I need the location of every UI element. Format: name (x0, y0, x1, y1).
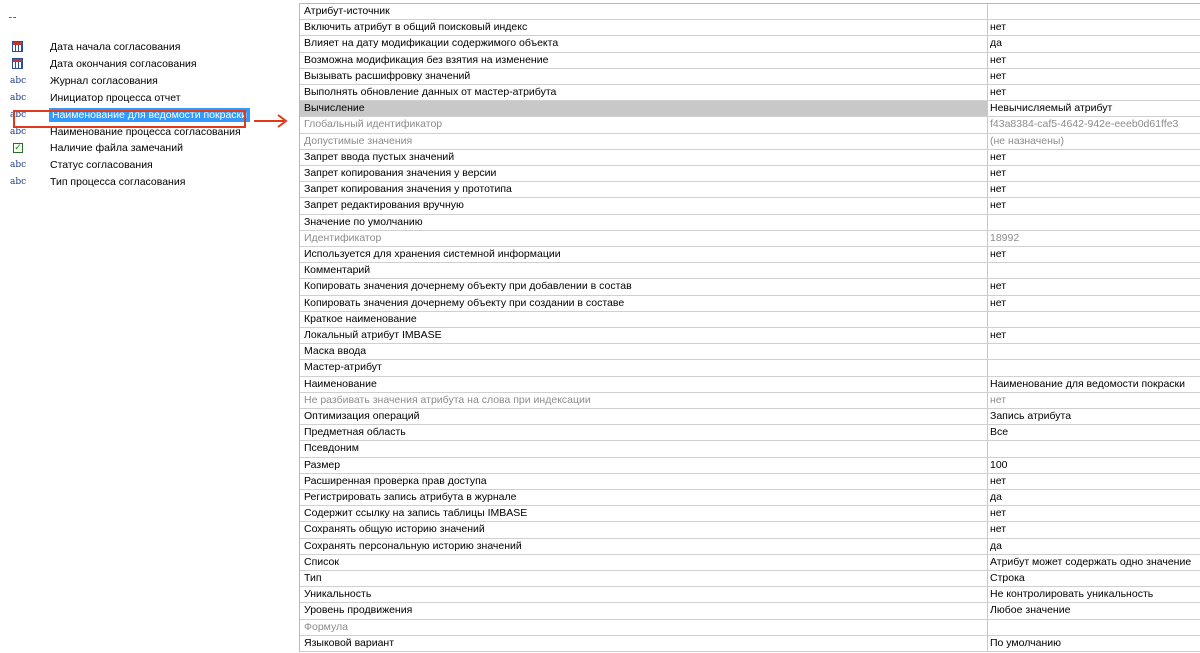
property-row[interactable] (300, 474, 1200, 490)
text-type-icon: abc (10, 160, 27, 170)
property-row[interactable] (300, 279, 1200, 295)
property-value[interactable]: По умолчанию (990, 636, 1062, 649)
property-name: Сохранять персональную историю значений (300, 539, 988, 554)
property-value (988, 620, 1200, 635)
property-name: Расширенная проверка прав доступа (300, 474, 988, 489)
property-value[interactable]: нет (990, 167, 1007, 179)
property-name: Глобальный идентификатор (300, 117, 988, 132)
text-type-icon: abc (10, 177, 27, 187)
property-row[interactable] (300, 182, 1200, 198)
property-name: Допустимые значения (300, 134, 988, 149)
property-row[interactable] (300, 215, 1200, 231)
property-name: Сохранять общую историю значений (300, 522, 988, 537)
property-row[interactable] (300, 198, 1200, 214)
property-row[interactable] (300, 393, 1200, 409)
property-name: Запрет копирования значения у прототипа (300, 182, 988, 197)
property-row[interactable] (300, 101, 1200, 117)
attribute-list-item[interactable] (10, 56, 260, 72)
property-row[interactable] (300, 263, 1200, 279)
property-row[interactable] (300, 247, 1200, 263)
text-type-icon: abc (10, 93, 27, 103)
attribute-list-item[interactable] (10, 157, 260, 173)
property-name: Выполнять обновление данных от мастер-атрибута (300, 85, 988, 100)
property-row[interactable] (300, 53, 1200, 69)
property-name: Идентификатор (300, 231, 988, 246)
property-name: Уровень продвижения (300, 603, 988, 618)
property-value[interactable]: нет (990, 280, 1007, 293)
attribute-list (0, 0, 260, 653)
checkbox-icon: ✓ (14, 143, 22, 153)
property-name: Вычисление (300, 101, 988, 116)
property-row[interactable] (300, 36, 1200, 52)
property-name: Вызывать расшифровку значений (300, 69, 988, 84)
property-row[interactable] (300, 344, 1200, 360)
property-value[interactable]: Наименование для ведомости покраски (990, 377, 1186, 390)
property-name: Маска ввода (300, 344, 988, 359)
property-value[interactable]: нет (990, 248, 1007, 260)
property-value[interactable]: нет (990, 199, 1007, 212)
property-name: Оптимизация операций (300, 409, 988, 424)
property-name: Языковой вариант (300, 636, 988, 651)
attribute-list-item-label: Дата окончания согласования (50, 58, 197, 70)
property-name: Предметная область (300, 425, 988, 440)
property-value[interactable]: нет (990, 86, 1007, 98)
property-value[interactable]: Атрибут может содержать одно значение (990, 555, 1192, 568)
property-row[interactable] (300, 555, 1200, 571)
text-type-icon: abc (10, 76, 27, 86)
property-value[interactable] (988, 441, 1200, 456)
property-row[interactable] (300, 506, 1200, 522)
property-value[interactable]: нет (990, 296, 1007, 309)
property-name: Запрет копирования значения у версии (300, 166, 988, 181)
property-value[interactable] (988, 263, 1200, 278)
property-value[interactable] (988, 4, 1200, 19)
property-row[interactable] (300, 458, 1200, 474)
property-name: Копировать значения дочернему объекту при добавлении в состав (300, 279, 988, 294)
property-value[interactable]: нет (990, 329, 1007, 341)
property-value: нет (990, 393, 1007, 406)
property-row[interactable] (300, 522, 1200, 538)
property-value[interactable]: нет (990, 69, 1007, 82)
property-name: Размер (300, 458, 988, 473)
property-name: Комментарий (300, 263, 988, 278)
attribute-list-item-label: Журнал согласования (50, 75, 158, 87)
property-grid (299, 3, 1200, 652)
property-value[interactable]: 100 (990, 458, 1008, 471)
attribute-list-item[interactable] (10, 140, 260, 156)
property-value[interactable]: нет (990, 183, 1007, 196)
property-row[interactable] (300, 425, 1200, 441)
property-name: Включить атрибут в общий поисковый индекс (300, 20, 988, 35)
arrow-right-icon (254, 114, 292, 128)
property-name: Наименование (300, 377, 988, 392)
property-name: Не разбивать значения атрибута на слова при индексации (300, 393, 988, 408)
property-name: Список (300, 555, 988, 570)
property-value[interactable] (988, 360, 1200, 375)
property-value: (не назначены) (990, 134, 1064, 147)
property-row[interactable] (300, 620, 1200, 636)
property-name: Локальный атрибут IMBASE (300, 328, 988, 343)
property-value[interactable] (988, 312, 1200, 327)
property-value[interactable]: да (990, 539, 1002, 552)
property-row[interactable] (300, 85, 1200, 101)
property-row[interactable] (300, 587, 1200, 603)
property-value[interactable]: Любое значение (990, 604, 1071, 617)
property-name: Запрет ввода пустых значений (300, 150, 988, 165)
attribute-list-item-label: Дата начала согласования (50, 41, 181, 53)
property-row[interactable] (300, 296, 1200, 312)
property-name: Значение по умолчанию (300, 215, 988, 230)
attribute-list-item-label: Статус согласования (50, 159, 153, 171)
property-name: Мастер-атрибут (300, 360, 988, 375)
property-row[interactable] (300, 490, 1200, 506)
property-row[interactable] (300, 539, 1200, 555)
calendar-icon (10, 41, 36, 54)
property-row[interactable] (300, 328, 1200, 344)
selection-highlight-frame (13, 110, 246, 128)
property-row[interactable] (300, 117, 1200, 133)
property-value: 18992 (990, 231, 1020, 244)
property-name: Атрибут-источник (300, 4, 988, 19)
list-top-marker (9, 17, 16, 18)
property-row[interactable] (300, 312, 1200, 328)
property-value[interactable]: нет (990, 53, 1007, 66)
property-row[interactable] (300, 409, 1200, 425)
property-row[interactable] (300, 166, 1200, 182)
property-name: Псевдоним (300, 441, 988, 456)
property-name: Запрет редактирования вручную (300, 198, 988, 213)
property-row[interactable] (300, 603, 1200, 619)
property-name: Копировать значения дочернему объекту при создании в составе (300, 296, 988, 311)
calendar-icon (10, 58, 36, 71)
property-row[interactable] (300, 69, 1200, 85)
property-name: Содержит ссылку на запись таблицы IMBASE (300, 506, 988, 521)
property-row[interactable] (300, 231, 1200, 247)
property-name: Уникальность (300, 587, 988, 602)
property-row[interactable] (300, 360, 1200, 376)
attribute-list-item-label: Наименование процесса согласования (50, 126, 241, 138)
text-type-icon: abc (10, 110, 27, 120)
property-name: Регистрировать запись атрибута в журнале (300, 490, 988, 505)
property-value[interactable]: нет (990, 523, 1007, 536)
property-value[interactable]: да (990, 37, 1002, 50)
property-value[interactable]: Запись атрибута (990, 410, 1072, 422)
property-name: Возможна модификация без взятия на изменение (300, 53, 988, 68)
property-name: Формула (300, 620, 988, 635)
property-value: f43a8384-caf5-4642-942e-eeeb0d61ffe3 (990, 118, 1179, 131)
property-name: Краткое наименование (300, 312, 988, 327)
attribute-list-item-label: Инициатор процесса отчет (50, 92, 181, 104)
property-value[interactable]: Невычисляемый атрибут (988, 101, 1200, 116)
property-row[interactable] (300, 20, 1200, 36)
property-value[interactable]: да (990, 491, 1002, 503)
property-row[interactable] (300, 377, 1200, 393)
attribute-list-item-label: Тип процесса согласования (50, 176, 186, 188)
property-row[interactable] (300, 150, 1200, 166)
property-row[interactable] (300, 571, 1200, 587)
property-row[interactable] (300, 441, 1200, 457)
attribute-list-item-label: Наименование для ведомости покраски (49, 108, 250, 122)
attribute-list-item[interactable] (10, 39, 260, 55)
property-name: Тип (300, 571, 988, 586)
property-name: Используется для хранения системной информации (300, 247, 988, 262)
property-value[interactable]: нет (990, 150, 1007, 163)
property-value[interactable]: нет (990, 507, 1007, 520)
property-value[interactable]: Все (990, 426, 1009, 439)
text-type-icon: abc (10, 127, 27, 137)
property-value[interactable]: Строка (990, 572, 1025, 584)
property-name: Влияет на дату модификации содержимого объекта (300, 36, 988, 51)
property-value[interactable] (988, 344, 1200, 359)
attribute-list-item[interactable] (10, 174, 260, 190)
property-row[interactable] (300, 636, 1200, 652)
property-value[interactable] (988, 215, 1200, 230)
attribute-list-item[interactable] (10, 90, 260, 106)
attribute-list-item[interactable] (10, 73, 260, 89)
property-value[interactable]: Не контролировать уникальность (990, 588, 1154, 601)
property-row[interactable] (300, 4, 1200, 20)
property-value[interactable]: нет (990, 474, 1007, 487)
property-value[interactable]: нет (990, 21, 1007, 34)
attribute-list-item-label: Наличие файла замечаний (50, 142, 183, 154)
property-row[interactable] (300, 134, 1200, 150)
